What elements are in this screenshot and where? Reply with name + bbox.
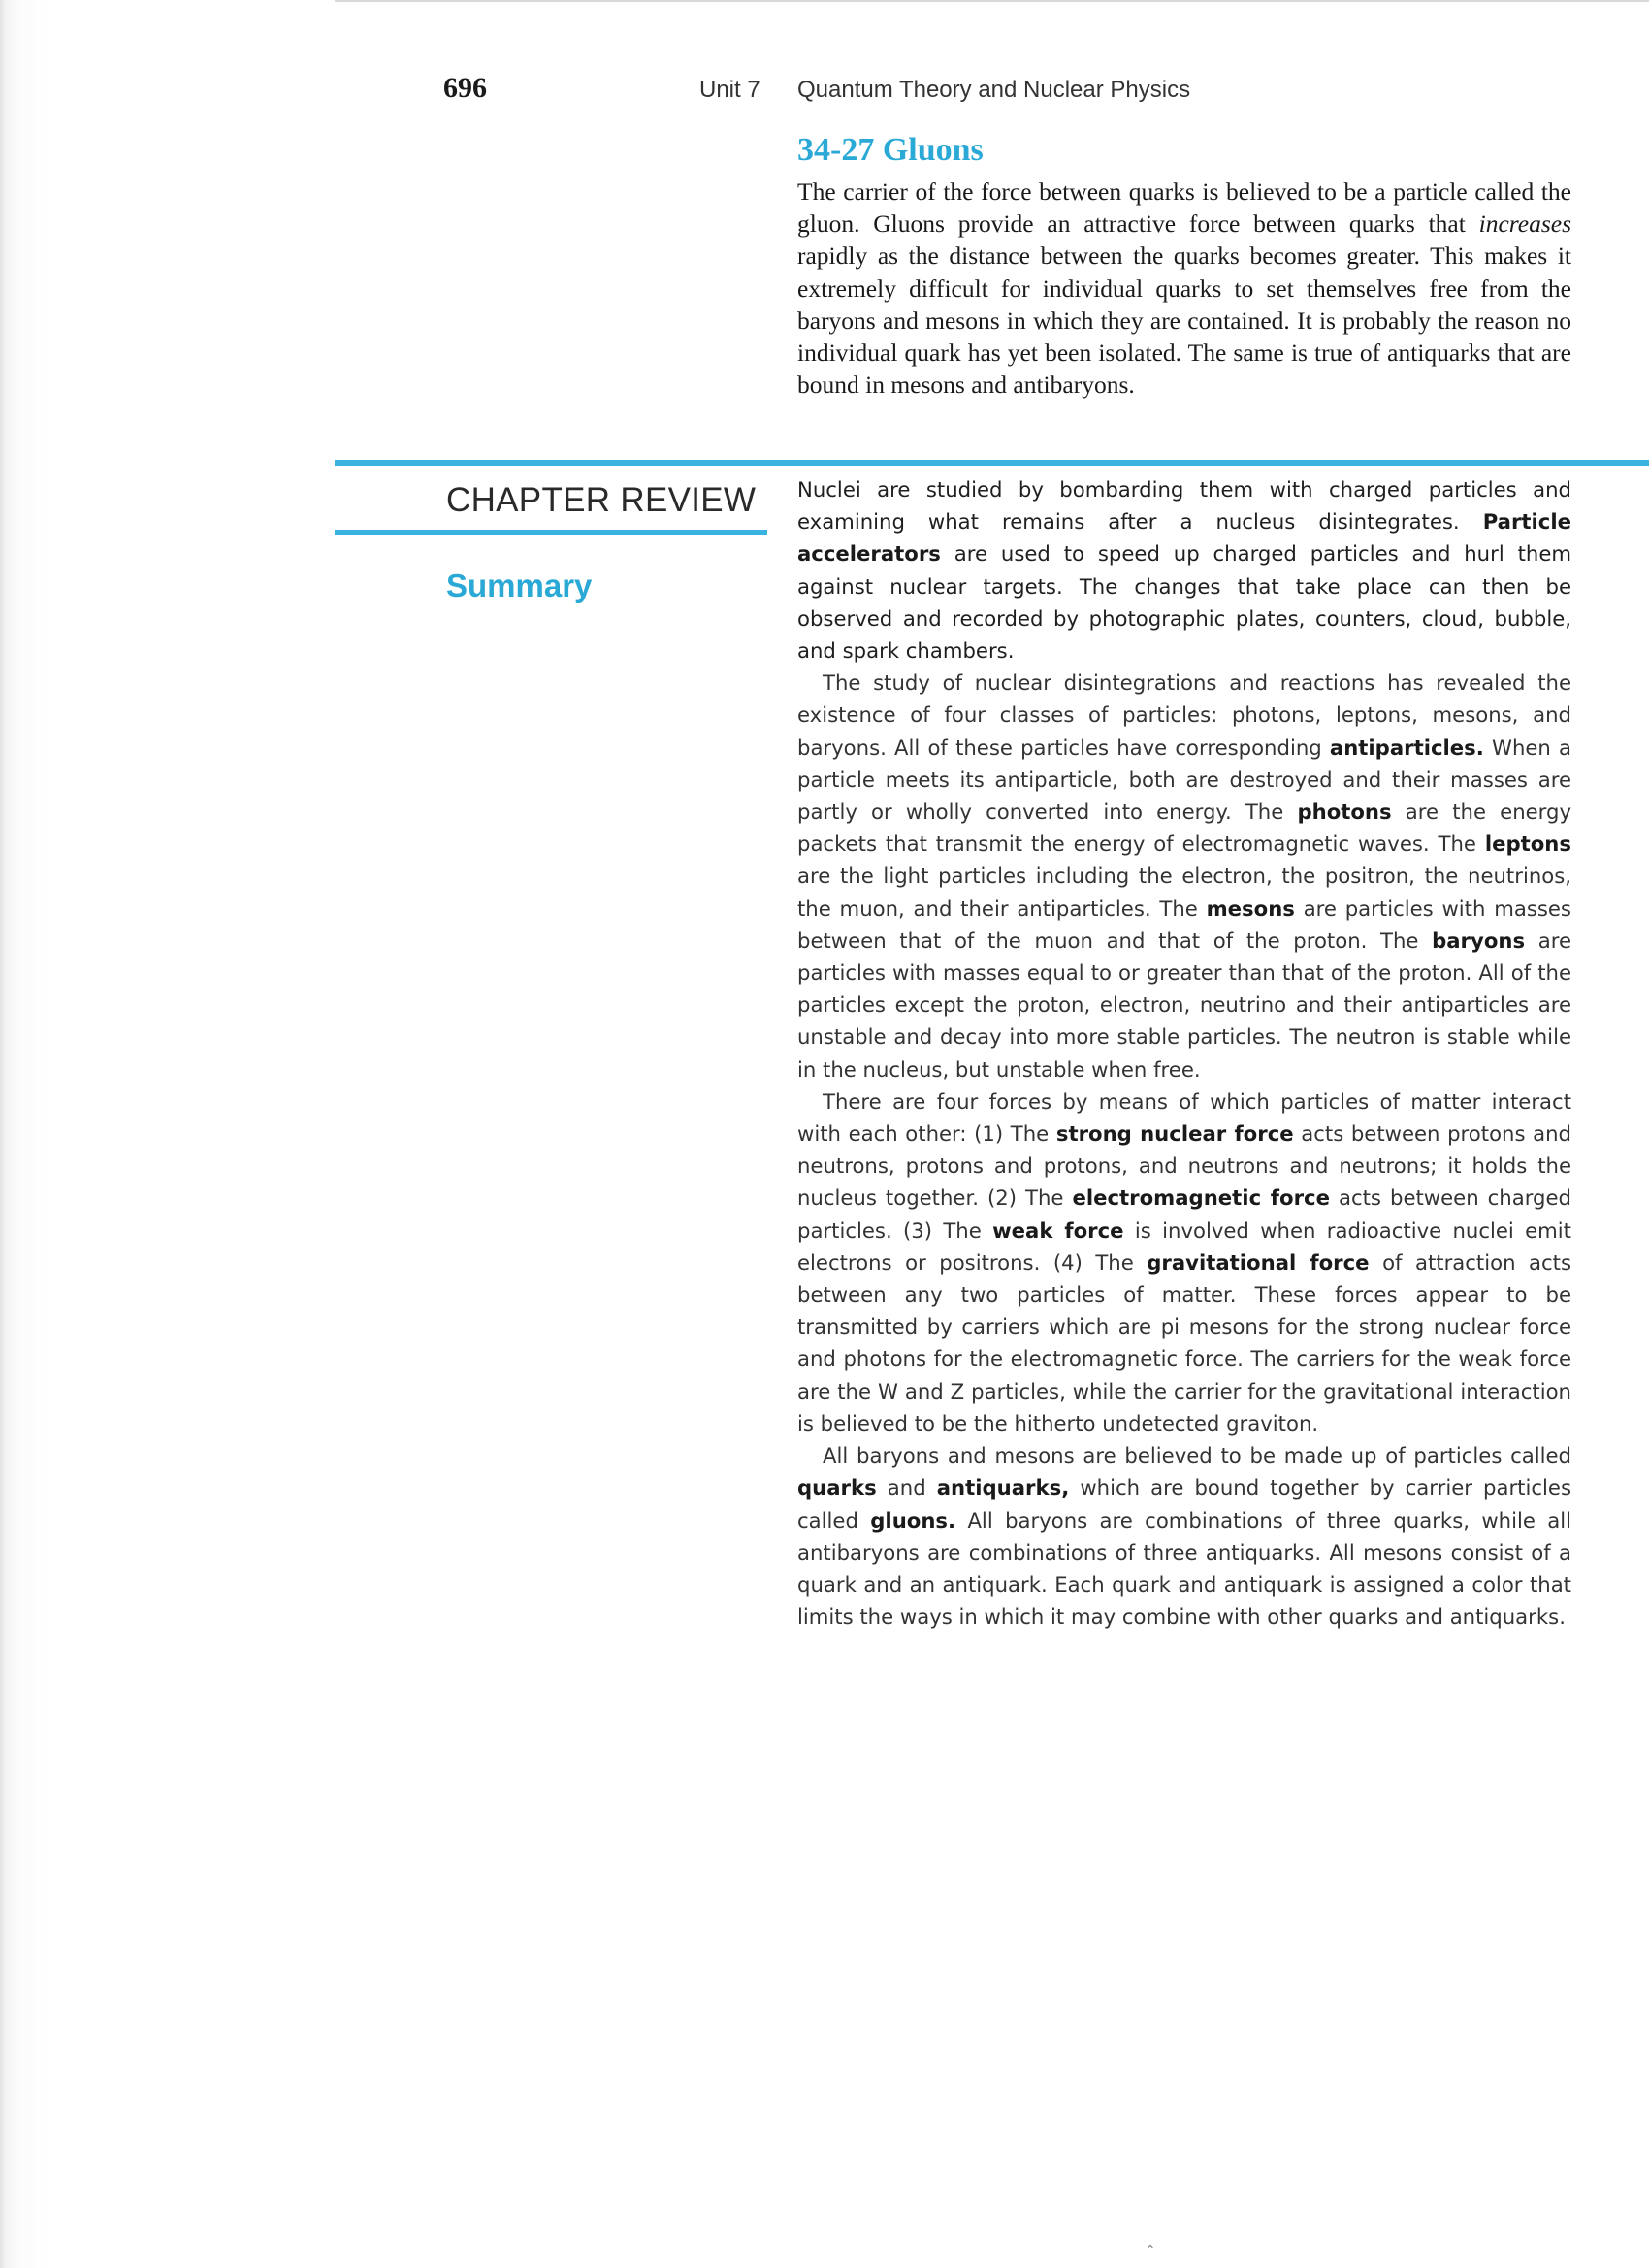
summary-paragraph-3	[797, 1085, 1571, 1440]
summary-text: All baryons and mesons are believed to be made up of particles called	[823, 1443, 1571, 1469]
key-term-quarks: quarks	[797, 1475, 877, 1501]
summary-body	[797, 473, 1571, 1633]
summary-heading: Summary	[446, 567, 593, 603]
key-term-particle-accelerators: Particle accelerators	[797, 509, 1571, 567]
key-term-electromagnetic-force: electromagnetic force	[1072, 1185, 1330, 1211]
summary-paragraph-1	[797, 473, 1571, 666]
summary-text: All baryons are combinations of three quarks, while all antibaryons are combinations of three antiquarks. All mesons consist of a quark and an antiquark. Each quark and antiquark is assigned a color that limits the ways in which it may combine with other quarks and antiquarks.	[797, 1507, 1572, 1630]
scan-edge-shadow	[0, 0, 335, 2268]
gluons-text-start: The carrier of the force between quarks is believed to be a particle called the gluon. Gluons provide an attractive force between quarks that	[797, 178, 1571, 239]
summary-paragraph-2	[797, 666, 1571, 1085]
key-term-gluons: gluons.	[870, 1507, 956, 1533]
key-term-strong-nuclear-force: strong nuclear force	[1055, 1121, 1294, 1147]
summary-text: When a particle meets its antiparticle, both are destroyed and their masses are partly or wholly converted into energy. The	[797, 734, 1572, 825]
summary-text: are the light particles including the electron, the positron, the neutrinos, the muon, and their antiparticles. The	[797, 863, 1571, 921]
key-term-weak-force: weak force	[992, 1217, 1124, 1243]
gluons-text-end: rapidly as the distance between the quarks becomes greater. This makes it extremely difficult for individual quarks to set themselves free from the baryons and mesons in which they are contained. It is probably the reason no individual quark has yet been isolated. The same is true of antiquarks that are bound in mesons and antibaryons.	[797, 242, 1571, 400]
key-term-gravitational-force: gravitational force	[1147, 1249, 1370, 1275]
summary-text: Nuclei are studied by bombarding them with charged particles and examining what remains after a nucleus disintegrates.	[797, 477, 1571, 535]
gluons-italic-word: increases	[1478, 210, 1571, 239]
summary-text: acts between protons and neutrons, protons and protons, and neutrons and neutrons; it holds the nucleus together. (2) The	[797, 1121, 1571, 1211]
running-head-unit: Unit 7	[699, 77, 760, 103]
page-number: 696	[443, 72, 487, 104]
page-top-edge	[335, 0, 1649, 2]
key-term-antiparticles: antiparticles.	[1329, 734, 1484, 760]
scan-artifact-mark: ⌃	[1145, 2243, 1156, 2258]
summary-text: are particles with masses equal to or greater than that of the proton. All of the particles except the proton, electron, neutrino and their antiparticles are unstable and decay into more stable particles. The neutron is stable while in the nucleus, but unstable when free.	[797, 927, 1571, 1082]
gluons-paragraph	[797, 176, 1571, 401]
summary-text: are used to speed up charged particles and hurl them against nuclear targets. The changes that take place can then be observed and recorded by photographic plates, counters, cloud, bubble, and spark chambers.	[797, 541, 1571, 664]
summary-text: is involved when radioactive nuclei emit electrons or positrons. (4) The	[797, 1217, 1571, 1275]
chapter-review-top-rule	[335, 460, 1649, 466]
chapter-review-under-rule	[335, 530, 767, 535]
summary-text: are the energy packets that transmit the energy of electromagnetic waves. The	[797, 799, 1571, 857]
running-head-title: Quantum Theory and Nuclear Physics	[797, 77, 1191, 103]
chapter-review-title: CHAPTER REVIEW	[446, 481, 757, 519]
summary-text: acts between charged particles. (3) The	[797, 1185, 1571, 1243]
key-term-photons: photons	[1297, 799, 1392, 825]
summary-paragraph-4	[797, 1440, 1571, 1633]
summary-text: and	[876, 1475, 937, 1501]
summary-text: The study of nuclear disintegrations and reactions has revealed the existence of four classes of particles: photons, leptons, mesons, and baryons. All of these particles have corresponding	[797, 670, 1571, 760]
key-term-leptons: leptons	[1484, 831, 1571, 857]
key-term-mesons: mesons	[1206, 895, 1295, 921]
summary-text: are particles with masses between that of the muon and that of the proton. The	[797, 895, 1571, 953]
section-heading: 34-27 Gluons	[797, 132, 984, 168]
key-term-antiquarks: antiquarks,	[936, 1475, 1070, 1501]
key-term-baryons: baryons	[1432, 927, 1526, 953]
summary-text: There are four forces by means of which particles of matter interact with each other: (1) The	[797, 1088, 1571, 1147]
summary-text: which are bound together by carrier particles called	[797, 1475, 1571, 1533]
summary-text: of attraction acts between any two particles of matter. These forces appear to be transmitted by carriers which are pi mesons for the strong nuclear force and photons for the electromagnetic force. The carriers for the weak force are the W and Z particles, while the carrier for the gravitational interaction is believed to be the hitherto undetected graviton.	[797, 1249, 1571, 1436]
